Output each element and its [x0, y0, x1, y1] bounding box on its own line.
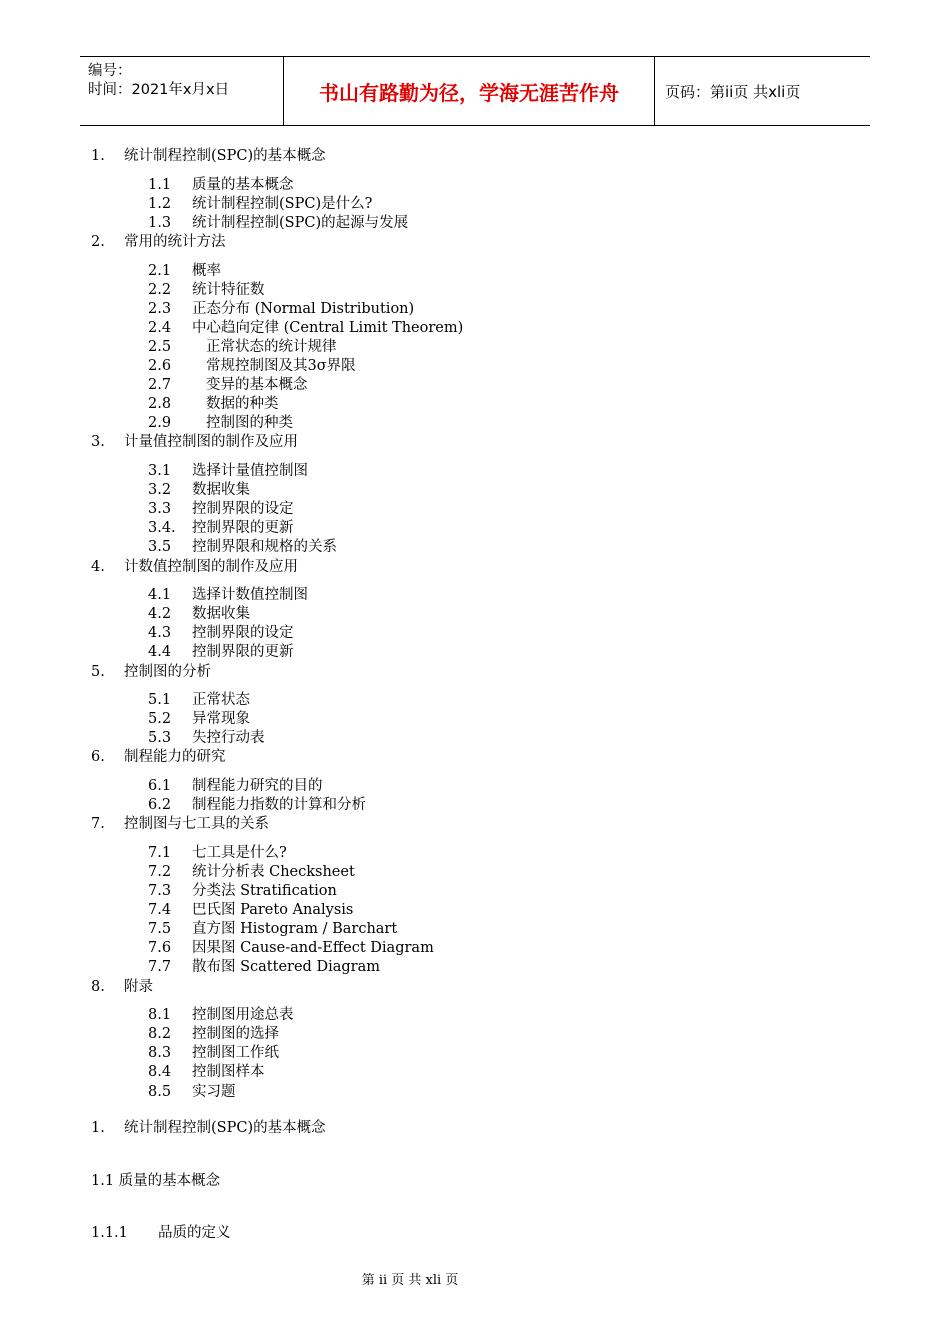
toc-section-number: 1.	[91, 148, 105, 164]
toc-item-number: 2.4	[148, 319, 172, 336]
toc-item-title[interactable]: 控制图的选择	[192, 1026, 279, 1043]
header-meta	[80, 57, 283, 125]
toc-item-title[interactable]: 变异的基本概念	[206, 377, 308, 394]
toc-item-number: 6.1	[148, 778, 172, 794]
toc-item-title[interactable]: 数据收集	[192, 606, 250, 623]
toc-section-title[interactable]: 制程能力的研究	[124, 749, 226, 766]
subsection-heading: 1.1 质量的基本概念	[91, 1173, 221, 1189]
subsubsection-heading-number: 1.1.1	[91, 1225, 128, 1241]
toc-item-number: 7.3	[148, 883, 172, 899]
toc-section-title[interactable]: 计数值控制图的制作及应用	[124, 558, 298, 575]
toc-item-number: 2.1	[148, 262, 172, 279]
section-heading-title: 统计制程控制(SPC)的基本概念	[124, 1120, 326, 1136]
toc-item-number: 7.7	[148, 959, 172, 976]
toc-item-title[interactable]: 统计分析表 Checksheet	[192, 863, 355, 880]
toc-item-number: 4.1	[148, 587, 172, 604]
toc-item-number: 4.2	[148, 606, 172, 623]
toc-item-number: 2.6	[148, 358, 172, 374]
toc-item-number: 8.3	[148, 1045, 172, 1062]
toc-item-number: 2.3	[148, 300, 172, 317]
toc-item-number: 1.3	[148, 214, 172, 231]
toc-item-title[interactable]: 数据收集	[192, 482, 250, 499]
toc-item-number: 1.2	[148, 195, 172, 212]
toc-item-title[interactable]: 控制图用途总表	[192, 1007, 294, 1024]
toc-item-number: 7.6	[148, 940, 172, 957]
toc-item-title[interactable]: 统计制程控制(SPC)是什么?	[192, 195, 373, 212]
toc-item-title[interactable]: 散布图 Scattered Diagram	[192, 959, 380, 976]
toc-item-number: 7.2	[148, 863, 172, 880]
header-page-label: 页码：第ii页 共xli页	[665, 82, 801, 101]
header-motto: 书山有路勤为径，学海无涯苦作舟	[283, 57, 655, 125]
toc-item-title[interactable]: 控制界限的设定	[192, 625, 294, 642]
toc-item-title[interactable]: 分类法 Stratification	[192, 883, 337, 899]
toc-item-number: 3.5	[148, 539, 172, 556]
section-heading-number: 1.	[91, 1120, 105, 1136]
toc-item-title[interactable]: 因果图 Cause-and-Effect Diagram	[192, 940, 434, 957]
toc-item-title[interactable]: 常规控制图及其3σ界限	[206, 358, 356, 374]
toc-item-number: 4.4	[148, 644, 172, 661]
toc-item-title[interactable]: 直方图 Histogram / Barchart	[192, 921, 398, 938]
toc-section-title[interactable]: 计量值控制图的制作及应用	[124, 434, 298, 451]
toc-item-number: 7.4	[148, 902, 172, 919]
toc-item-title[interactable]: 制程能力研究的目的	[192, 778, 323, 794]
toc-section-number: 4.	[91, 558, 105, 575]
toc-item-number: 5.1	[148, 692, 172, 709]
toc-item-number: 6.2	[148, 797, 172, 814]
toc-section-title[interactable]: 统计制程控制(SPC)的基本概念	[124, 148, 326, 164]
toc-item-title[interactable]: 选择计量值控制图	[192, 463, 308, 479]
toc-item-number: 7.1	[148, 844, 172, 861]
toc-item-title[interactable]: 制程能力指数的计算和分析	[192, 797, 366, 814]
toc-item-title[interactable]: 控制界限的更新	[192, 644, 294, 661]
toc-item-title[interactable]: 正态分布 (Normal Distribution)	[192, 300, 415, 317]
toc-item-number: 8.4	[148, 1064, 172, 1081]
toc-section-title[interactable]: 控制图与七工具的关系	[124, 816, 269, 833]
toc-item-number: 1.1	[148, 176, 172, 193]
toc-item-title[interactable]: 数据的种类	[206, 396, 279, 413]
footer-page-number: 第 ii 页 共 xli 页	[361, 1273, 459, 1288]
document-time-label: 时间：2021年x月x日	[88, 82, 230, 98]
toc-item-title[interactable]: 正常状态的统计规律	[206, 338, 337, 355]
toc-item-number: 2.7	[148, 377, 172, 394]
toc-item-number: 2.9	[148, 415, 172, 432]
toc-item-title[interactable]: 质量的基本概念	[192, 176, 294, 193]
toc-item-number: 7.5	[148, 921, 172, 938]
toc-section-title[interactable]: 常用的统计方法	[124, 233, 226, 250]
toc-item-number: 3.1	[148, 463, 172, 479]
toc-section-number: 2.	[91, 233, 105, 250]
toc-item-title[interactable]: 统计特征数	[192, 281, 265, 298]
toc-section-number: 7.	[91, 816, 105, 833]
toc-section-number: 8.	[91, 978, 105, 995]
toc-section-title[interactable]: 控制图的分析	[124, 663, 211, 680]
toc-item-title[interactable]: 控制图的种类	[206, 415, 293, 432]
toc-item-title[interactable]: 控制图样本	[192, 1064, 265, 1081]
toc-item-number: 5.2	[148, 711, 172, 728]
toc-section-number: 6.	[91, 749, 105, 766]
toc-item-title[interactable]: 控制图工作纸	[192, 1045, 279, 1062]
toc-item-title[interactable]: 控制界限和规格的关系	[192, 539, 337, 556]
toc-section-title[interactable]: 附录	[124, 978, 153, 995]
toc-item-number: 5.3	[148, 730, 172, 747]
page-footer	[0, 1269, 950, 1288]
toc-item-title[interactable]: 控制界限的更新	[192, 520, 294, 537]
toc-item-title[interactable]: 异常现象	[192, 711, 250, 728]
toc-item-number: 4.3	[148, 625, 172, 642]
toc-item-title[interactable]: 实习题	[192, 1083, 236, 1100]
document-number-label: 编号：	[88, 63, 132, 79]
toc-item-title[interactable]: 巴氏图 Pareto Analysis	[192, 902, 354, 919]
toc-item-title[interactable]: 概率	[192, 262, 221, 279]
toc-item-title[interactable]: 正常状态	[192, 692, 250, 709]
toc-item-title[interactable]: 控制界限的设定	[192, 501, 294, 518]
toc-item-title[interactable]: 失控行动表	[192, 730, 265, 747]
toc-item-title[interactable]: 选择计数值控制图	[192, 587, 308, 604]
toc-item-number: 3.2	[148, 482, 172, 499]
toc-item-number: 2.2	[148, 281, 172, 298]
toc-item-number: 8.5	[148, 1083, 172, 1100]
toc-item-number: 3.3	[148, 501, 172, 518]
toc-item-title[interactable]: 统计制程控制(SPC)的起源与发展	[192, 214, 409, 231]
subsubsection-heading-title: 品质的定义	[158, 1225, 231, 1241]
toc-section-number: 3.	[91, 434, 105, 451]
toc-item-number: 8.2	[148, 1026, 172, 1043]
toc-item-title[interactable]: 中心趋向定律 (Central Limit Theorem)	[192, 319, 464, 336]
toc-item-number: 3.4.	[148, 520, 176, 537]
toc-item-number: 2.8	[148, 396, 172, 413]
toc-item-number: 8.1	[148, 1007, 172, 1024]
toc-section-number: 5.	[91, 663, 105, 680]
toc-item-title[interactable]: 七工具是什么?	[192, 844, 287, 861]
page-header	[80, 56, 870, 126]
toc-item-number: 2.5	[148, 338, 172, 355]
